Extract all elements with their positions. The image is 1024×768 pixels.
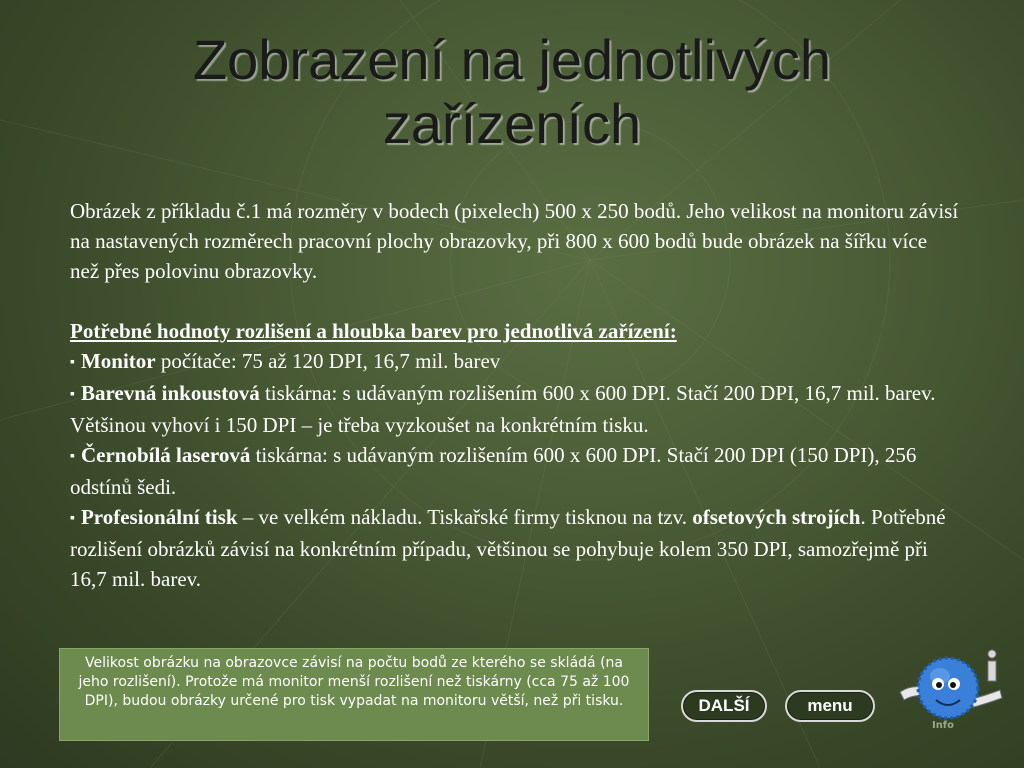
bullet-text: tiskárna: s udávaným rozlišením 600 x 600 DPI. Stačí 200 DPI, 16,7 mil. barev. Většinou vyhoví i 150 DPI – je třeba vyzkoušet na konkrétním tisku. [70,381,936,437]
mascot-body-icon [918,658,978,718]
bullet-text: – ve velkém nákladu. Tiskařské firmy tisknou na tzv. [237,505,693,529]
bullet-bold: Barevná inkoustová [80,381,260,405]
note-box: Velikost obrázku na obrazovce závisí na počtu bodů ze kterého se skládá (na jeho rozlišení). Protože má monitor menší rozlišení než tiskárny (cca 75 až 100 DPI), budou obrázky určené pro tisk vypadat na monitoru větší, než při tisku. [59,648,649,741]
bullet-square-icon: ▪ [70,511,75,526]
bullet-bold: Černobílá laserová [80,443,251,467]
bullet-color-inkjet [70,378,960,440]
intro-paragraph: Obrázek z příkladu č.1 má rozměry v bodech (pixelech) 500 x 250 bodů. Jeho velikost na monitoru závisí na nastavených rozměrech pracovní plochy obrazovky, při 800 x 600 bodů bude obrázek na šířku více než přes polovinu obrazovky. [70,199,959,283]
title-line-1: Zobrazení na jednotlivých [192,28,832,91]
bullet-monitor [70,346,960,378]
bullet-square-icon: ▪ [70,355,75,370]
slide-content [70,196,960,594]
bullet-square-icon: ▪ [70,387,75,402]
next-button[interactable]: DALŠÍ [681,690,767,722]
bullet-professional-print [70,502,960,594]
bullet-text-continued: . Potřebné rozlišení obrázků závisí na konkrétním případu, většinou se pohybuje kolem 350 DPI, samozřejmě při 16,7 mil. barev. [70,505,946,591]
bullet-square-icon: ▪ [70,449,75,464]
bullet-bold-inline: ofsetových strojích [692,505,861,529]
section-heading: Potřebné hodnoty rozlišení a hloubka barev pro jednotlivá zařízení: [70,319,677,343]
mascot-info-badge-icon [988,650,996,681]
title-line-2: zařízeních [382,92,642,155]
bullet-bold: Profesionální tisk [80,505,238,529]
mascot-label: Info [931,720,955,731]
bullet-text: počítače: 75 až 120 DPI, 16,7 mil. barev [155,349,501,373]
bullet-bold: Monitor [80,349,156,373]
bullet-bw-laser [70,440,960,502]
slide-title [40,28,984,156]
bullet-text: tiskárna: s udávaným rozlišením 600 x 600 DPI. Stačí 200 DPI (150 DPI), 256 odstínů šedi. [70,443,917,499]
menu-button[interactable]: menu [785,690,875,722]
